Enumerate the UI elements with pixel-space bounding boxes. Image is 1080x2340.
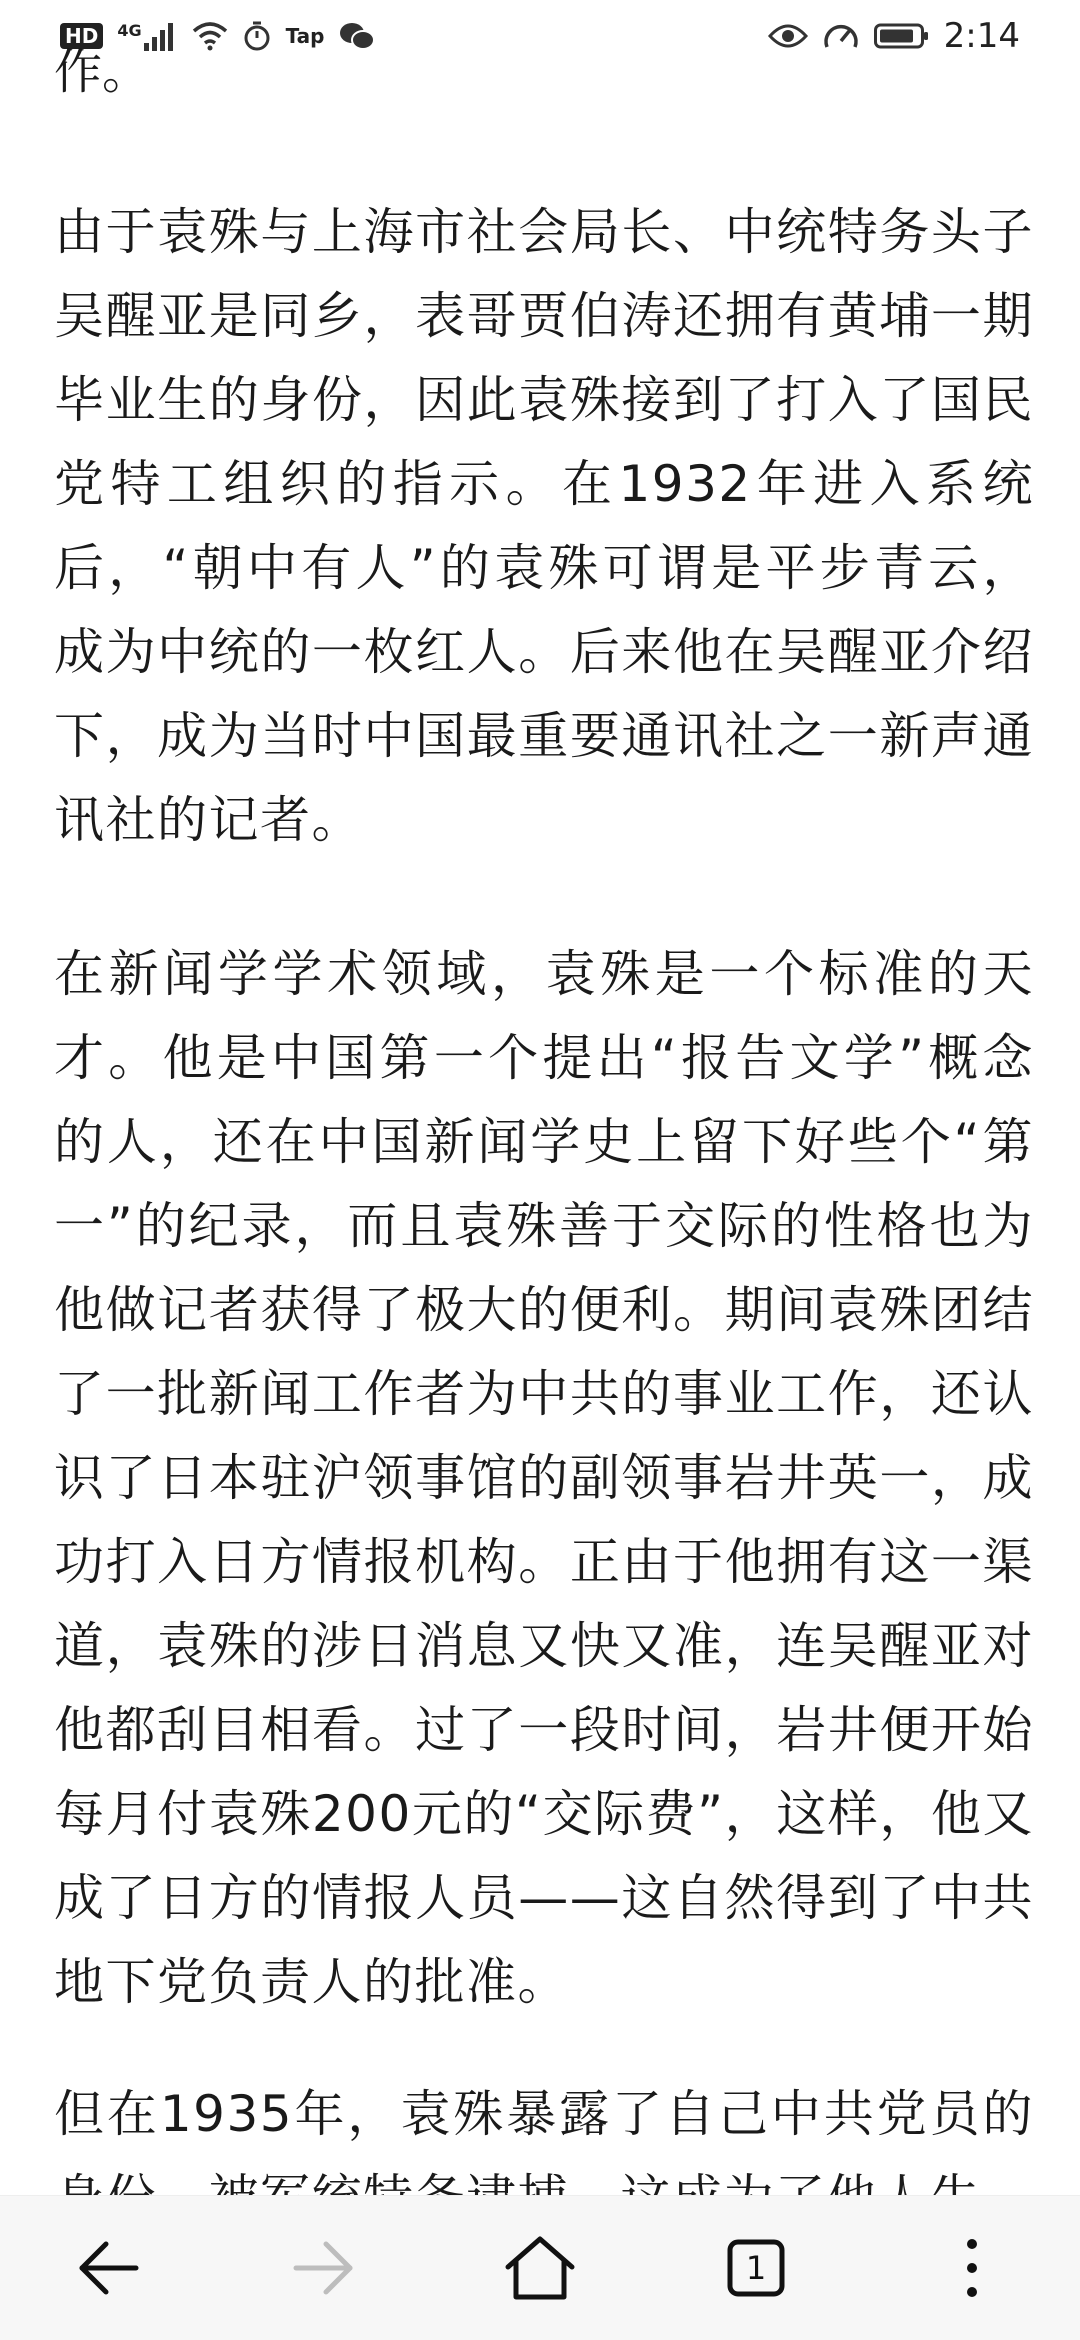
back-button[interactable] <box>48 2208 168 2328</box>
eye-icon <box>768 22 808 50</box>
browser-nav-bar <box>0 2195 1080 2340</box>
battery-icon <box>874 22 930 50</box>
wifi-icon <box>192 21 228 51</box>
hd-badge: HD <box>60 23 103 49</box>
tab-count: 1 <box>745 2249 767 2287</box>
status-time: 2:14 <box>943 16 1020 56</box>
home-button[interactable] <box>480 2208 600 2328</box>
status-bar-right <box>768 16 1020 56</box>
tap-label: Tap <box>285 24 325 48</box>
speed-gauge-icon <box>822 19 860 53</box>
home-icon <box>504 2235 576 2301</box>
forward-button[interactable] <box>264 2208 384 2328</box>
arrow-right-icon <box>292 2240 356 2296</box>
previous-line-text: 作。 <box>54 44 151 100</box>
tabs-button[interactable] <box>696 2208 816 2328</box>
article-paragraph: 在新闻学学术领域，袁殊是一个标准的天才。他是中国第一个提出“报告文学”概念的人，还在中国新闻学史上留下好些个“第一”的纪录，而且袁殊善于交际的性格也为他做记者获得了极大的便利。期间袁殊团结了一批新闻工作者为中共的事业工作，还认识了日本驻沪领事馆的副领事岩井英一，成功打入日方情报机构。正由于他拥有这一渠道，袁殊的涉日消息又快又准，连吴醒亚对他都刮目相看。过了一段时间，岩井便开始每月付袁殊200元的“交际费”，这样，他又成了日方的情报人员——这自然得到了中共地下党负责人的批准。 <box>54 945 1034 2011</box>
article-paragraph: 由于袁殊与上海市社会局长、中统特务头子吴醒亚是同乡，表哥贾伯涛还拥有黄埔一期毕业生的身份，因此袁殊接到了打入了国民党特工组织的指示。在1932年进入系统后，“朝中有人”的袁殊可谓是平步青云，成为中统的一枚红人。后来他在吴醒亚介绍下，成为当时中国最重要通讯社之一新声通讯社的记者。 <box>54 203 1034 849</box>
status-bar <box>0 0 1080 72</box>
wechat-icon <box>339 21 375 51</box>
article-paragraph: 但在1935年，袁殊暴露了自己中共党员的 <box>54 2085 1034 2143</box>
article-content[interactable] <box>0 44 1080 2196</box>
more-menu-button[interactable] <box>912 2208 1032 2328</box>
article-previous-line-fragment <box>54 32 151 100</box>
arrow-left-icon <box>76 2240 140 2296</box>
more-vertical-icon <box>962 2236 982 2300</box>
stopwatch-icon <box>242 20 272 52</box>
network-type-label: 4G <box>117 21 142 40</box>
